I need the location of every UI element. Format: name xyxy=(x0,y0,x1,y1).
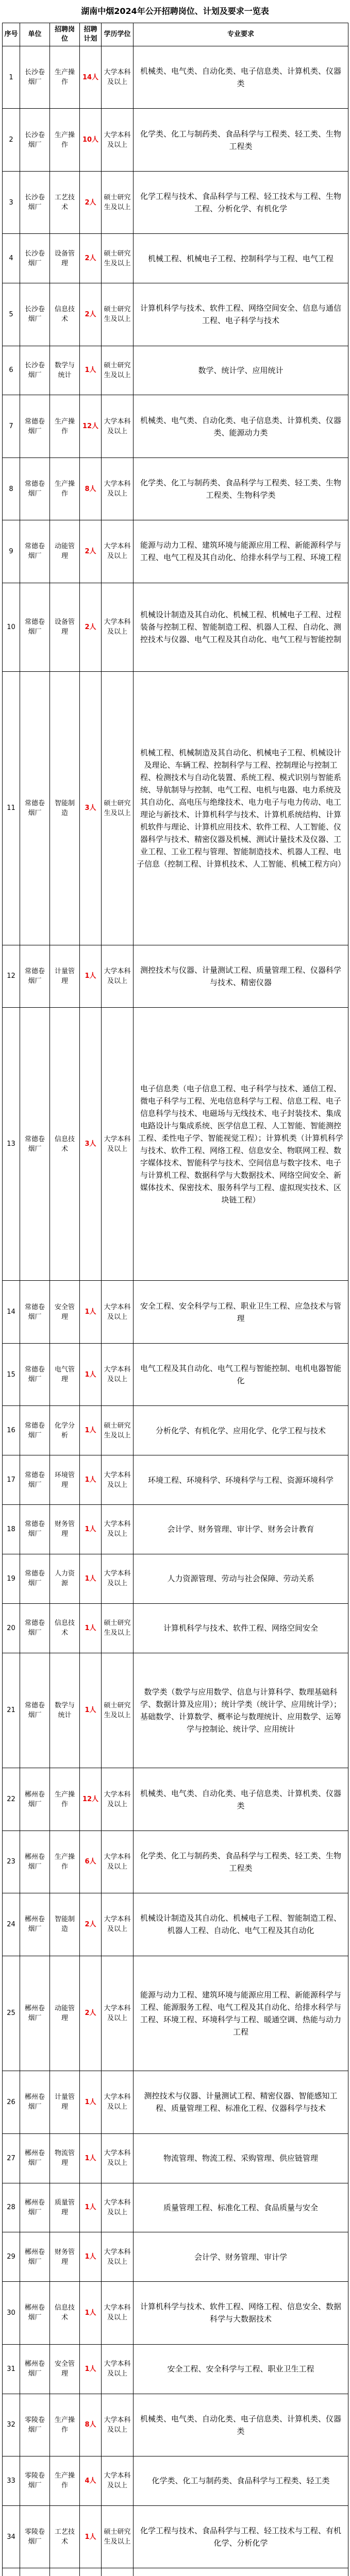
cell-unit: 常德卷烟厂 xyxy=(20,672,50,945)
cell-position: 生产操作 xyxy=(50,2456,80,2505)
cell-unit: 常德卷烟厂 xyxy=(20,945,50,1007)
cell-position: 设备管理 xyxy=(50,234,80,283)
table-row xyxy=(3,2282,348,2344)
table-header xyxy=(2,23,348,46)
cell-position: 生产操作 xyxy=(50,109,80,171)
cell-unit: 常德卷烟厂 xyxy=(20,1505,50,1554)
cell-education: 大学本科及以上 xyxy=(102,2394,134,2456)
table-row xyxy=(3,283,348,346)
cell-major: 计算机科学与技术、软件工程、网络空间安全、信息与通信工程、电子科学与技术 xyxy=(134,283,348,346)
table-row xyxy=(3,945,348,1007)
header-education: 学历学位 xyxy=(102,23,134,46)
table-row xyxy=(3,1554,348,1603)
cell-unit: 郴州卷烟厂 xyxy=(20,1956,50,2071)
cell-no: 28 xyxy=(3,2183,20,2232)
table-row xyxy=(3,2344,348,2394)
cell-education: 硕士研究生及以上 xyxy=(102,2505,134,2568)
cell-position: 生产操作 xyxy=(50,395,80,457)
cell-education: 大学本科及以上 xyxy=(102,2456,134,2505)
cell-position: 数学与统计 xyxy=(50,1653,80,1768)
cell-count: 12人 xyxy=(80,1768,102,1831)
cell-major: 化学类、化工与制药类、食品科学与工程类、轻工类、生物工程类 xyxy=(134,109,348,171)
cell-count: 3人 xyxy=(80,1008,102,1281)
cell-position: 工艺技术 xyxy=(50,2505,80,2568)
cell-position: 环境管理 xyxy=(50,1455,80,1505)
cell-no: 27 xyxy=(3,2133,20,2183)
cell-unit: 常德卷烟厂 xyxy=(20,1455,50,1505)
cell-education: 大学本科及以上 xyxy=(102,109,134,171)
cell-count: 1人 xyxy=(80,2183,102,2232)
table-row xyxy=(3,109,348,171)
cell-education: 大学本科及以上 xyxy=(102,2183,134,2232)
cell-position: 物流管理 xyxy=(50,2133,80,2183)
cell-count: 1人 xyxy=(80,2133,102,2183)
cell-no: 33 xyxy=(3,2456,20,2505)
cell-count: 1人 xyxy=(80,1505,102,1554)
cell-position: 人力资源 xyxy=(50,1554,80,1603)
cell-no: 34 xyxy=(3,2505,20,2568)
table-row xyxy=(3,1768,348,1831)
cell-education: 大学本科及以上 xyxy=(102,2232,134,2282)
cell-count: 1人 xyxy=(80,2282,102,2344)
cell-count: 1人 xyxy=(80,1455,102,1505)
cell-major: 能源与动力工程、建筑环境与能源应用工程、新能源科学与工程、能源服务工程、电气工程及其自动化、给排水科学与工程、环境工程、环境科学与工程、暖通空调、热能与动力工程 xyxy=(134,1956,348,2071)
cell-education: 大学本科及以上 xyxy=(102,1343,134,1405)
cell-education: 硕士研究生及以上 xyxy=(102,346,134,395)
cell-no: 9 xyxy=(3,520,20,583)
cell-major: 物流管理、物流工程、采购管理、供应链管理 xyxy=(134,2133,348,2183)
cell-major: 机械类、电气类、自动化类、电子信息类、计算机类、仪器类 xyxy=(134,2394,348,2456)
cell-position: 电气管理 xyxy=(50,1343,80,1405)
cell-position: 财务管理 xyxy=(50,1505,80,1554)
cell-count: 2人 xyxy=(80,234,102,283)
table-row xyxy=(3,1455,348,1505)
cell-no xyxy=(3,2568,20,2576)
table-row xyxy=(3,346,348,395)
cell-education: 大学本科及以上 xyxy=(102,945,134,1007)
cell-major: 计算机科学与技术、软件工程、网络空间安全 xyxy=(134,1603,348,1653)
cell-count: 14人 xyxy=(80,46,102,109)
cell-position: 信息技术 xyxy=(50,1603,80,1653)
table-row xyxy=(3,583,348,672)
table-row xyxy=(3,2232,348,2282)
cell-education: 大学本科及以上 xyxy=(102,1893,134,1956)
header-position: 招聘岗位 xyxy=(50,23,80,46)
table-row xyxy=(3,1008,348,1281)
table-row xyxy=(3,2568,348,2576)
cell-major: 会计学、财务管理、审计学、财务会计教育 xyxy=(134,1505,348,1554)
cell-no: 6 xyxy=(3,346,20,395)
cell-unit: 常德卷烟厂 xyxy=(20,1406,50,1455)
cell-position: 生产操作 xyxy=(50,1768,80,1831)
cell-major: 人力资源管理、劳动与社会保障、劳动关系 xyxy=(134,1554,348,1603)
cell-education: 大学本科及以上 xyxy=(102,2344,134,2394)
cell-education: 大学本科及以上 xyxy=(102,1831,134,1893)
cell-no: 17 xyxy=(3,1455,20,1505)
cell-position: 生产操作 xyxy=(50,46,80,109)
cell-education: 大学本科及以上 xyxy=(102,1768,134,1831)
cell-count: 1人 xyxy=(80,2071,102,2133)
cell-education: 硕士研究生及以上 xyxy=(102,1406,134,1455)
cell-position: 化学分析 xyxy=(50,1406,80,1455)
cell-no: 19 xyxy=(3,1554,20,1603)
cell-unit: 郴州卷烟厂 xyxy=(20,1831,50,1893)
cell-education: 硕士研究生及以上 xyxy=(102,672,134,945)
cell-unit: 常德卷烟厂 xyxy=(20,583,50,672)
table-row xyxy=(3,46,348,109)
table-row xyxy=(3,2183,348,2232)
cell-no: 14 xyxy=(3,1281,20,1343)
cell-unit: 常德卷烟厂 xyxy=(20,395,50,457)
cell-major: 机械工程、机械电子工程、控制科学与工程、电气工程 xyxy=(134,234,348,283)
cell-position: 智能制造 xyxy=(50,1893,80,1956)
cell-count: 2人 xyxy=(80,583,102,672)
cell-unit: 常德卷烟厂 xyxy=(20,520,50,583)
header-count: 招聘计划 xyxy=(80,23,102,46)
cell-count: 2人 xyxy=(80,171,102,233)
cell-unit: 常德卷烟厂 xyxy=(20,1603,50,1653)
table-row xyxy=(3,1281,348,1343)
cell-position: 设备管理 xyxy=(50,583,80,672)
table-row xyxy=(3,457,348,520)
cell-no: 18 xyxy=(3,1505,20,1554)
cell-position: 智能制造 xyxy=(50,672,80,945)
table-row xyxy=(3,1893,348,1956)
cell-major: 分析化学、有机化学、应用化学、化学工程与技术 xyxy=(134,1406,348,1455)
cell-major: 机械类、电气类、自动化类、电子信息类、计算机类、仪器类、能源动力类 xyxy=(134,395,348,457)
cell-no: 30 xyxy=(3,2282,20,2344)
cell-no: 11 xyxy=(3,672,20,945)
cell-major: 安全工程、安全科学与工程、职业卫生工程、应急技术与管理 xyxy=(134,1281,348,1343)
cell-unit: 常德卷烟厂 xyxy=(20,1281,50,1343)
header-no: 序号 xyxy=(3,23,20,46)
cell-unit: 郴州卷烟厂 xyxy=(20,2344,50,2394)
cell-major: 安全工程、安全科学与工程、职业卫生工程 xyxy=(134,2344,348,2394)
cell-unit: 长沙卷烟厂 xyxy=(20,234,50,283)
cell-major: 机械类、电气类、自动化类、电子信息类、计算机类、仪器类 xyxy=(134,46,348,109)
cell-count: 1人 xyxy=(80,1406,102,1455)
cell-no: 2 xyxy=(3,109,20,171)
cell-education: 大学本科及以上 xyxy=(102,395,134,457)
cell-position: 信息技术 xyxy=(50,283,80,346)
cell-count: 1人 xyxy=(80,1281,102,1343)
cell-education: 大学本科及以上 xyxy=(102,457,134,520)
cell-major: 电气工程及其自动化、电气工程与智能控制、电机电器智能化 xyxy=(134,1343,348,1405)
cell-education: 大学本科及以上 xyxy=(102,2071,134,2133)
cell-unit: 郴州卷烟厂 xyxy=(20,2183,50,2232)
cell-no: 15 xyxy=(3,1343,20,1405)
cell-position: 动能管理 xyxy=(50,1956,80,2071)
recruitment-table xyxy=(2,46,348,2576)
cell-position: 工艺技术 xyxy=(50,171,80,233)
cell-count: 12人 xyxy=(80,395,102,457)
cell-unit: 郴州卷烟厂 xyxy=(20,1893,50,1956)
table-row xyxy=(3,2456,348,2505)
cell-education: 硕士研究生及以上 xyxy=(102,1603,134,1653)
cell-count: 2人 xyxy=(80,1893,102,1956)
cell-education: 大学本科及以上 xyxy=(102,583,134,672)
cell-education: 大学本科及以上 xyxy=(102,1455,134,1505)
cell-unit: 常德卷烟厂 xyxy=(20,1343,50,1405)
cell-major: 数学、统计学、应用统计 xyxy=(134,346,348,395)
cell-no: 7 xyxy=(3,395,20,457)
cell-education: 大学本科及以上 xyxy=(102,520,134,583)
cell-unit: 郴州卷烟厂 xyxy=(20,2232,50,2282)
cell-no: 32 xyxy=(3,2394,20,2456)
cell-count: 1人 xyxy=(80,1603,102,1653)
cell-major: 数学类（数学与应用数学、信息与计算科学、数理基础科学、数据计算及应用）；统计学类（统计学、应用统计学）；基础数学、计算数学、概率论与数理统计、应用数学、运筹学与控制论、统计学、应用统计 xyxy=(134,1653,348,1768)
cell-count: 4人 xyxy=(80,2456,102,2505)
cell-position: 生产操作 xyxy=(50,2394,80,2456)
table-row xyxy=(3,520,348,583)
cell-position: 安全管理 xyxy=(50,1281,80,1343)
cell-no: 3 xyxy=(3,171,20,233)
table-row xyxy=(3,1956,348,2071)
cell-major: 机械设计制造及其自动化、机械工程、机械电子工程、过程装备与控制工程、智能制造工程、机器人工程、自动化、测控技术与仪器、电气工程及其自动化、电气工程与智能控制 xyxy=(134,583,348,672)
cell-major xyxy=(134,2568,348,2576)
cell-unit: 长沙卷烟厂 xyxy=(20,346,50,395)
cell-unit: 长沙卷烟厂 xyxy=(20,109,50,171)
cell-unit xyxy=(20,2568,50,2576)
table-row xyxy=(3,672,348,945)
cell-count: 8人 xyxy=(80,2394,102,2456)
cell-unit: 长沙卷烟厂 xyxy=(20,46,50,109)
cell-education: 大学本科及以上 xyxy=(102,1956,134,2071)
cell-position: 数学与统计 xyxy=(50,346,80,395)
header-unit: 单位 xyxy=(20,23,50,46)
cell-no: 12 xyxy=(3,945,20,1007)
cell-major: 计算机科学与技术、软件工程、网络工程、信息安全、数据科学与大数据技术 xyxy=(134,2282,348,2344)
table-row xyxy=(3,2394,348,2456)
cell-education: 硕士研究生及以上 xyxy=(102,171,134,233)
cell-position: 信息技术 xyxy=(50,2282,80,2344)
cell-no: 29 xyxy=(3,2232,20,2282)
cell-education: 大学本科及以上 xyxy=(102,1008,134,1281)
cell-major: 化学工程与技术、食品科学与工程、轻工技术与工程、生物工程、分析化学、有机化学 xyxy=(134,171,348,233)
cell-count: 6人 xyxy=(80,1831,102,1893)
cell-position: 生产操作 xyxy=(50,457,80,520)
table-row xyxy=(3,395,348,457)
cell-unit: 郴州卷烟厂 xyxy=(20,1768,50,1831)
table-row xyxy=(3,234,348,283)
cell-unit: 常德卷烟厂 xyxy=(20,1653,50,1768)
cell-count: 2人 xyxy=(80,283,102,346)
cell-major: 机械工程、机械制造及其自动化、机械电子工程、机械设计及理论、车辆工程、控制科学与工程、控制理论与控制工程、检测技术与自动化装置、系统工程、模式识别与智能系统、导航制导与控制、电气工程、电机与电器、电力系统及其自动化、高电压与绝缘技术、电力电子与电力传动、电工理论与新技术、计算机科学与技术、计算机系统结构、计算机软件与理论、计算机应用技术、软件工程、人工智能、仪器科学与技术、精密仪器及机械、测试计量技术及仪器、工业工程、工业工程与管理、智能制造技术、机器人工程、电子信息（控制工程、计算机技术、人工智能、机械工程方向） xyxy=(134,672,348,945)
cell-no: 26 xyxy=(3,2071,20,2133)
table-row xyxy=(3,1505,348,1554)
cell-education: 硕士研究生及以上 xyxy=(102,283,134,346)
cell-no: 23 xyxy=(3,1831,20,1893)
cell-no: 21 xyxy=(3,1653,20,1768)
cell-position: 计量管理 xyxy=(50,945,80,1007)
table-row xyxy=(3,1343,348,1405)
cell-count: 1人 xyxy=(80,2344,102,2394)
cell-count: 1人 xyxy=(80,346,102,395)
cell-education: 大学本科及以上 xyxy=(102,1281,134,1343)
cell-unit: 郴州卷烟厂 xyxy=(20,2071,50,2133)
cell-no: 10 xyxy=(3,583,20,672)
cell-major: 化学类、化工与制药类、食品科学与工程类、轻工类、生物工程类 xyxy=(134,1831,348,1893)
cell-no: 16 xyxy=(3,1406,20,1455)
cell-position: 信息技术 xyxy=(50,1008,80,1281)
table-row xyxy=(3,171,348,233)
cell-no: 1 xyxy=(3,46,20,109)
cell-major: 机械设计制造及其自动化、机械电子工程、智能制造工程、机器人工程、自动化、电气工程及其自动化 xyxy=(134,1893,348,1956)
table-row xyxy=(3,1603,348,1653)
cell-position: 财务管理 xyxy=(50,2232,80,2282)
cell-unit: 零陵卷烟厂 xyxy=(20,2394,50,2456)
cell-count: 1人 xyxy=(80,945,102,1007)
cell-major: 测控技术与仪器、计量测试工程、精密仪器、智能感知工程、质量管理工程、标准化工程、仪器科学与技术 xyxy=(134,2071,348,2133)
cell-major: 化学类、化工与制药类、食品科学与工程类、轻工类、生物工程类、生物科学类 xyxy=(134,457,348,520)
cell-major: 机械类、电气类、自动化类、电子信息类、计算机类、仪器类 xyxy=(134,1768,348,1831)
cell-position: 安全管理 xyxy=(50,2344,80,2394)
cell-unit: 零陵卷烟厂 xyxy=(20,2456,50,2505)
cell-count: 8人 xyxy=(80,457,102,520)
cell-count: 2人 xyxy=(80,520,102,583)
cell-major: 质量管理工程、标准化工程、食品质量与安全 xyxy=(134,2183,348,2232)
cell-position: 生产操作 xyxy=(50,1831,80,1893)
cell-no: 31 xyxy=(3,2344,20,2394)
cell-unit: 郴州卷烟厂 xyxy=(20,2282,50,2344)
cell-no: 4 xyxy=(3,234,20,283)
cell-count: 1人 xyxy=(80,1653,102,1768)
cell-position: 计量管理 xyxy=(50,2071,80,2133)
cell-count: 1人 xyxy=(80,2505,102,2568)
cell-position: 动能管理 xyxy=(50,520,80,583)
cell-unit: 郴州卷烟厂 xyxy=(20,2133,50,2183)
cell-no: 8 xyxy=(3,457,20,520)
cell-no: 13 xyxy=(3,1008,20,1281)
cell-major: 化学类、化工与制药类、食品科学与工程类、轻工类 xyxy=(134,2456,348,2505)
cell-count: 1人 xyxy=(80,2232,102,2282)
cell-unit: 零陵卷烟厂 xyxy=(20,2505,50,2568)
table-row xyxy=(3,2505,348,2568)
cell-education: 硕士研究生及以上 xyxy=(102,1653,134,1768)
cell-major: 化学工程与技术、食品科学与工程、轻工技术与工程、有机化学、分析化学 xyxy=(134,2505,348,2568)
cell-no: 22 xyxy=(3,1768,20,1831)
cell-major: 电子信息类（电子信息工程、电子科学与技术、通信工程、微电子科学与工程、光电信息科学与工程、信息工程、电子信息科学与技术、电磁场与无线技术、电子封装技术、集成电路设计与集成系统、医学信息工程、人工智能、智能测控工程、柔性电子学、智能视觉工程）；计算机类（计算机科学与技术、软件工程、网络工程、信息安全、物联网工程、数字媒体技术、智能科学与技术、空间信息与数字技术、电子与计算机工程、数据科学与大数据技术、网络空间安全、新媒体技术、保密技术、服务科学与工程、虚拟现实技术、区块链工程） xyxy=(134,1008,348,1281)
cell-count: 2人 xyxy=(80,1956,102,2071)
cell-unit: 长沙卷烟厂 xyxy=(20,171,50,233)
cell-count xyxy=(80,2568,102,2576)
table-title: 湖南中烟2024年公开招聘岗位、计划及要求一览表 xyxy=(81,6,269,16)
cell-position xyxy=(50,2568,80,2576)
cell-no: 20 xyxy=(3,1603,20,1653)
cell-education: 硕士研究生及以上 xyxy=(102,234,134,283)
table-body xyxy=(3,46,348,2576)
cell-position: 质量管理 xyxy=(50,2183,80,2232)
table-row xyxy=(3,1653,348,1768)
cell-education: 大学本科及以上 xyxy=(102,1505,134,1554)
cell-education: 大学本科及以上 xyxy=(102,2282,134,2344)
cell-major: 环境工程、环境科学、环境科学与工程、资源环境科学 xyxy=(134,1455,348,1505)
header-major: 专业要求 xyxy=(134,23,348,46)
cell-major: 测控技术与仪器、计量测试工程、质量管理工程、仪器科学与技术、精密仪器 xyxy=(134,945,348,1007)
cell-major: 会计学、财务管理、审计学 xyxy=(134,2232,348,2282)
cell-education: 大学本科及以上 xyxy=(102,1554,134,1603)
cell-education: 大学本科及以上 xyxy=(102,46,134,109)
cell-education: 大学本科及以上 xyxy=(102,2133,134,2183)
header-row xyxy=(3,23,348,46)
cell-no: 5 xyxy=(3,283,20,346)
cell-count: 10人 xyxy=(80,109,102,171)
table-row xyxy=(3,1831,348,1893)
cell-count: 1人 xyxy=(80,1554,102,1603)
cell-count: 3人 xyxy=(80,672,102,945)
cell-no: 24 xyxy=(3,1893,20,1956)
table-row xyxy=(3,2071,348,2133)
cell-education xyxy=(102,2568,134,2576)
cell-unit: 长沙卷烟厂 xyxy=(20,283,50,346)
cell-major: 能源与动力工程、建筑环境与能源应用工程、新能源科学与工程、电气工程及其自动化、给排水科学与工程、环境工程 xyxy=(134,520,348,583)
cell-unit: 常德卷烟厂 xyxy=(20,1554,50,1603)
table-row xyxy=(3,2133,348,2183)
cell-unit: 常德卷烟厂 xyxy=(20,457,50,520)
table-row xyxy=(3,1406,348,1455)
cell-no: 25 xyxy=(3,1956,20,2071)
cell-unit: 常德卷烟厂 xyxy=(20,1008,50,1281)
cell-count: 1人 xyxy=(80,1343,102,1405)
